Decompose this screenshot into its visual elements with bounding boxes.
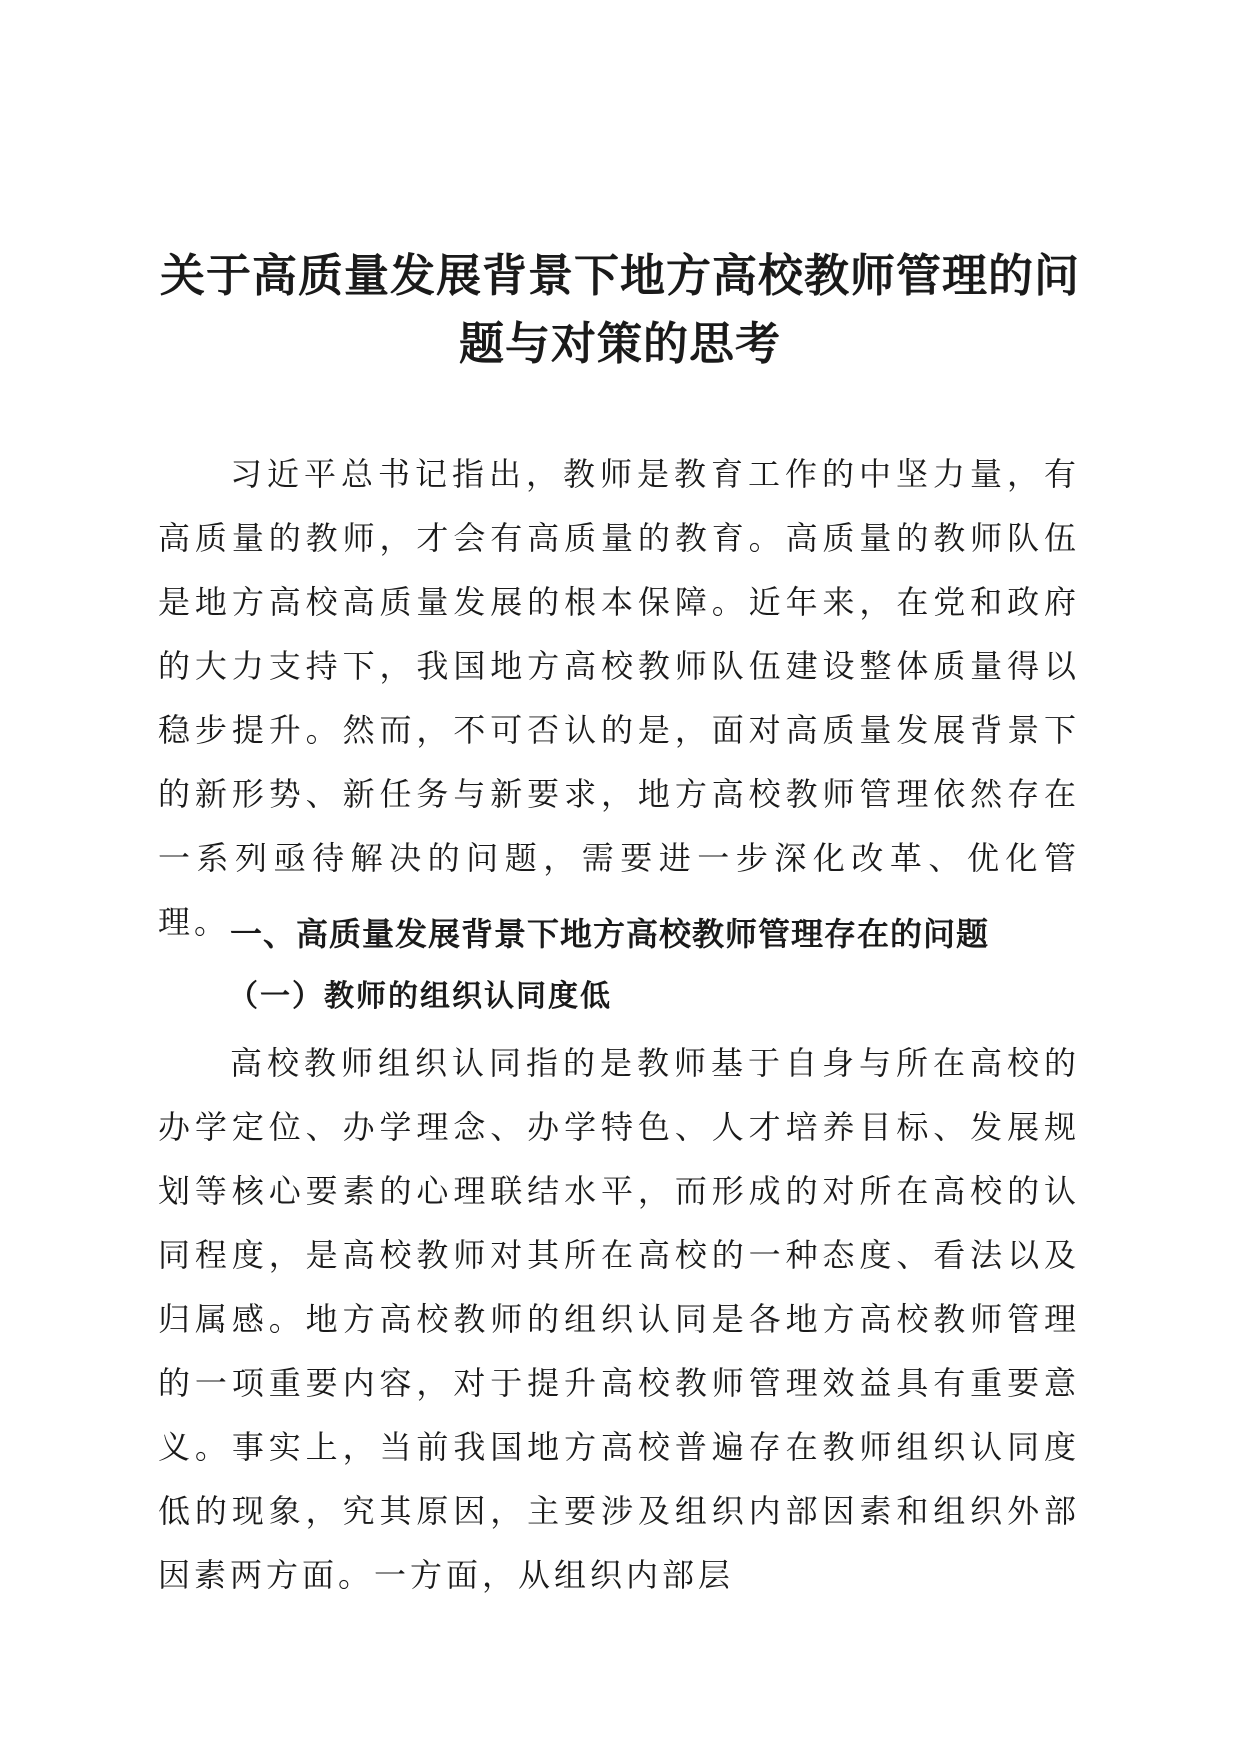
intro-paragraph: 习近平总书记指出，教师是教育工作的中坚力量，有高质量的教师，才会有高质量的教育。高质量的教师队伍是地方高校高质量发展的根本保障。近年来，在党和政府的大力支持下，我国地方高校教师队伍建设整体质量得以稳步提升。然而，不可否认的是，面对高质量发展背景下的新形势、新任务与新要求，地方高校教师管理依然存在一系列亟待解决的问题，需要进一步深化改革、优化管理。 bbox=[158, 455, 1080, 941]
document-title: 关于高质量发展背景下地方高校教师管理的问题与对策的思考 bbox=[159, 249, 1080, 370]
section-heading: 一、高质量发展背景下地方高校教师管理存在的问题 bbox=[230, 915, 990, 953]
subsection-paragraph: 高校教师组织认同指的是教师基于自身与所在高校的办学定位、办学理念、办学特色、人才培养目标、发展规划等核心要素的心理联结水平，而形成的对所在高校的认同程度，是高校教师对其所在高校的一种态度、看法以及归属感。地方高校教师的组织认同是各地方高校教师管理的一项重要内容，对于提升高校教师管理效益具有重要意义。事实上，当前我国地方高校普遍存在教师组织认同度低的现象，究其原因，主要涉及组织内部因素和组织外部因素两方面。一方面，从组织内部层 bbox=[158, 1044, 1080, 1594]
subsection-heading: （一）教师的组织认同度低 bbox=[228, 979, 612, 1014]
